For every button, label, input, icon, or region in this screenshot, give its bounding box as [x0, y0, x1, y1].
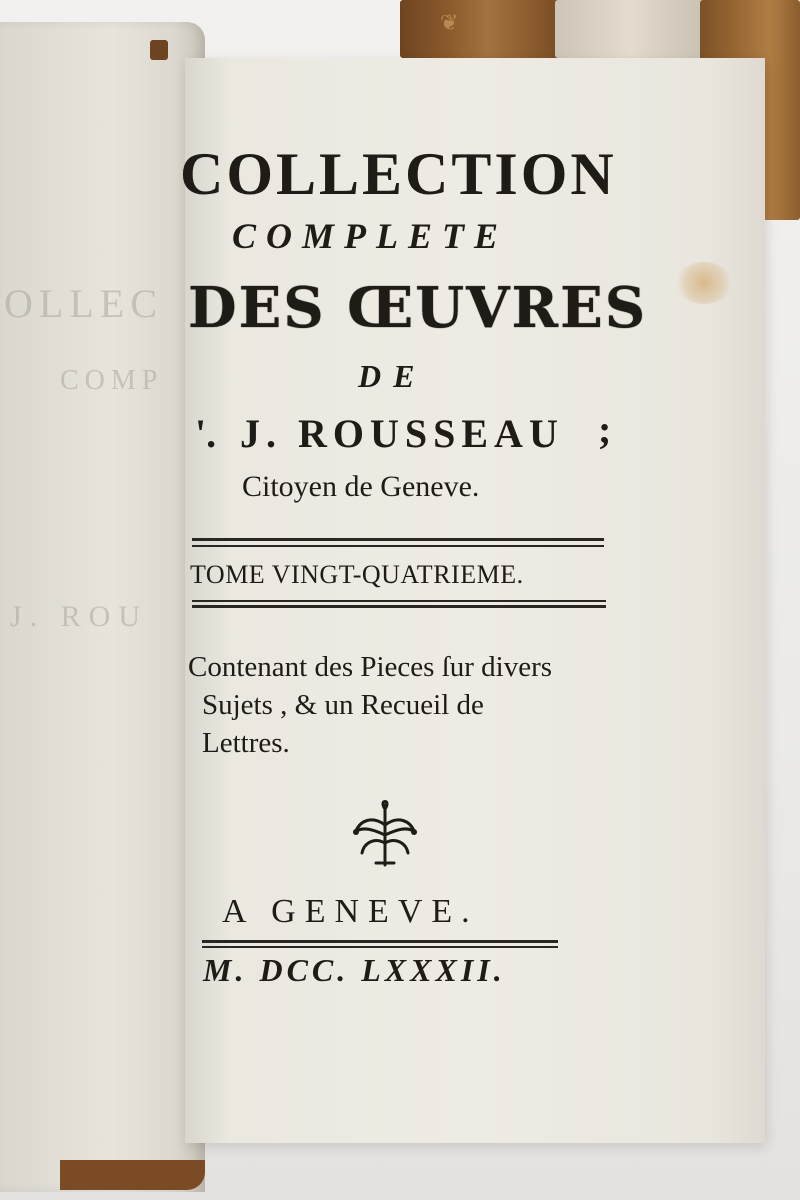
rule-top-thick [192, 538, 604, 541]
author-citizenship: Citoyen de Geneve. [242, 470, 480, 503]
background-book-spine-brown [400, 0, 560, 58]
left-cover-edge [150, 40, 168, 60]
title-collection: COLLECTION [180, 141, 617, 207]
title-complete: COMPLETE [232, 216, 509, 256]
tome-number: TOME VINGT-QUATRIEME. [190, 560, 524, 589]
imprint-place: A GENEVE. [222, 893, 479, 930]
imprint-rule-thick [202, 940, 558, 943]
contents-description [188, 648, 552, 762]
author-initial-fragment: '. [195, 411, 217, 456]
left-cover-bottom-edge [60, 1160, 205, 1190]
contents-line: Sujets , & un Recueil de [202, 689, 484, 721]
contents-line: Lettres. [202, 727, 290, 759]
show-through-text: COMP [60, 365, 164, 396]
title-de: DE [358, 358, 427, 394]
fleuron-ornament-icon [350, 795, 420, 867]
rule-bottom-thin [192, 600, 606, 602]
show-through-text: J. ROU [10, 600, 149, 633]
contents-line: Contenant des Pieces ſur divers [188, 651, 553, 683]
rule-bottom-thick [192, 605, 606, 608]
rule-top-thin [192, 545, 604, 547]
author-punctuation: ; [598, 407, 612, 452]
imprint-date: M. DCC. LXXXII. [203, 952, 506, 988]
foxing-stain [675, 262, 733, 304]
show-through-text: OLLEC [4, 281, 163, 326]
background-book-spine-cream [555, 0, 705, 58]
imprint-rule-thin [202, 946, 558, 948]
title-des-oeuvres: DES ŒUVRES [188, 275, 648, 341]
spine-ornament-icon: ❦ [440, 10, 459, 35]
author-name: J. ROUSSEAU [240, 411, 564, 456]
